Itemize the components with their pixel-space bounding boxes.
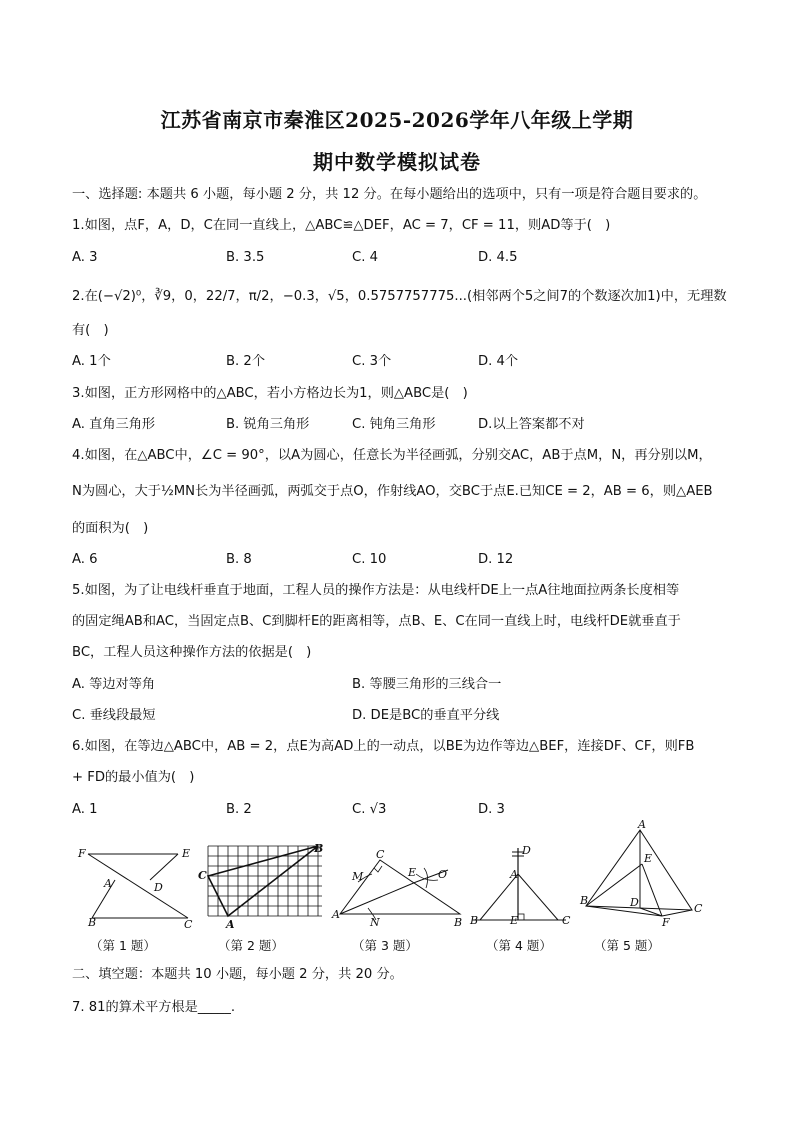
- exam-title-line1: 江苏省南京市秦淮区2025-2026学年八年级上学期: [160, 108, 634, 132]
- svg-text:A: A: [104, 877, 112, 890]
- q4-stem-line3: 的面积为( ): [72, 521, 149, 536]
- caption-figure-5: （第 5 题）: [594, 938, 660, 953]
- figure-q4-utility-pole: [466, 844, 578, 930]
- svg-text:C: C: [694, 902, 703, 915]
- figure-q3-angle-bisector: [330, 846, 468, 930]
- q2-stem-line2: 有( ): [72, 323, 109, 338]
- q6-option-c: C. √3: [352, 802, 387, 817]
- q6-option-d: D. 3: [478, 802, 505, 817]
- exam-title-line2: 期中数学模拟试卷: [313, 150, 481, 174]
- svg-text:C: C: [198, 869, 207, 882]
- q5-option-d: D. DE是BC的垂直平分线: [352, 708, 500, 723]
- svg-text:C: C: [184, 918, 193, 930]
- q4-option-b: B. 8: [226, 552, 252, 567]
- q5-option-c: C. 垂线段最短: [72, 708, 156, 723]
- section1-header: 一、选择题: 本题共 6 小题，每小题 2 分，共 12 分。在每小题给出的选项中，只有一项是符合题目要求的。: [72, 187, 707, 202]
- svg-text:E: E: [644, 852, 653, 865]
- q2-option-b: B. 2个: [226, 354, 266, 369]
- svg-text:A: A: [638, 820, 646, 831]
- q6-option-a: A. 1: [72, 802, 98, 817]
- q4-option-c: C. 10: [352, 552, 387, 567]
- q2-option-c: C. 3个: [352, 354, 392, 369]
- q1-option-c: C. 4: [352, 250, 378, 265]
- svg-text:F: F: [78, 847, 86, 860]
- svg-text:B: B: [470, 914, 479, 927]
- caption-figure-3: （第 3 题）: [352, 938, 418, 953]
- svg-text:N: N: [370, 916, 380, 929]
- figure-q5-equilateral-triangles: [578, 820, 718, 930]
- q1-option-d: D. 4.5: [478, 250, 518, 265]
- q4-option-d: D. 12: [478, 552, 514, 567]
- svg-text:F: F: [662, 916, 670, 929]
- q1-option-a: A. 3: [72, 250, 98, 265]
- q2-option-d: D. 4个: [478, 354, 519, 369]
- caption-figure-4: （第 4 题）: [486, 938, 552, 953]
- svg-text:C: C: [376, 848, 385, 861]
- q6-stem-line1: 6.如图，在等边△ABC中，AB = 2，点E为高AD上的一动点，以BE为边作等边△BEF，连接DF、CF，则FB: [72, 739, 695, 754]
- q3-option-d: D.以上答案都不对: [478, 417, 585, 432]
- svg-text:E: E: [510, 914, 519, 927]
- caption-figure-1: （第 1 题）: [90, 938, 156, 953]
- svg-text:D: D: [522, 844, 531, 857]
- svg-text:B: B: [454, 916, 463, 929]
- q3-option-c: C. 钝角三角形: [352, 417, 436, 432]
- q4-stem-line2: N为圆心，大于½MN长为半径画弧，两弧交于点O，作射线AO，交BC于点E.已知CE = 2，AB = 6，则△AEB: [72, 484, 713, 499]
- q3-option-b: B. 锐角三角形: [226, 417, 310, 432]
- svg-text:D: D: [630, 896, 639, 909]
- svg-text:B: B: [88, 916, 97, 929]
- svg-text:E: E: [182, 847, 191, 860]
- q2-option-a: A. 1个: [72, 354, 111, 369]
- q6-option-b: B. 2: [226, 802, 252, 817]
- svg-text:B: B: [314, 842, 324, 855]
- figure-q2-grid-triangle: [196, 840, 336, 932]
- svg-text:A: A: [510, 868, 518, 881]
- q5-option-a: A. 等边对等角: [72, 677, 156, 692]
- caption-figure-2: （第 2 题）: [218, 938, 284, 953]
- svg-text:A: A: [332, 908, 340, 921]
- q2-stem-line1: 2.在(−√2)⁰，∛9，0，22/7，π/2，−0.3，√5，0.5757757775...(相邻两个5之间7的个数逐次加1)中，无理数: [72, 289, 727, 304]
- svg-text:E: E: [408, 866, 417, 879]
- svg-text:B: B: [580, 894, 589, 907]
- q3-stem: 3.如图，正方形网格中的△ABC，若小方格边长为1，则△ABC是( ): [72, 386, 468, 401]
- q4-option-a: A. 6: [72, 552, 98, 567]
- q5-option-b: B. 等腰三角形的三线合一: [352, 677, 502, 692]
- section2-header: 二、填空题：本题共 10 小题，每小题 2 分，共 20 分。: [72, 967, 403, 982]
- q5-stem-line3: BC，工程人员这种操作方法的依据是( ): [72, 645, 312, 660]
- q1-stem: 1.如图，点F，A，D，C在同一直线上，△ABC≌△DEF，AC = 7，CF = 11，则AD等于( ): [72, 218, 611, 233]
- q4-stem-line1: 4.如图，在△ABC中，∠C = 90°，以A为圆心，任意长为半径画弧，分别交AC，AB于点M，N，再分别以M，: [72, 448, 712, 463]
- svg-text:C: C: [562, 914, 571, 927]
- q6-stem-line2: + FD的最小值为( ): [72, 770, 195, 785]
- q3-option-a: A. 直角三角形: [72, 417, 156, 432]
- figure-q1-congruent-triangles: [70, 842, 200, 930]
- q5-stem-line2: 的固定绳AB和AC，当固定点B、C到脚杆E的距离相等，点B、E、C在同一直线上时，电线杆DE就垂直于: [72, 614, 681, 629]
- svg-text:O: O: [438, 868, 448, 881]
- q1-option-b: B. 3.5: [226, 250, 265, 265]
- svg-text:M: M: [352, 870, 364, 883]
- q5-stem-line1: 5.如图，为了让电线杆垂直于地面，工程人员的操作方法是：从电线杆DE上一点A往地面拉两条长度相等: [72, 583, 680, 598]
- svg-text:D: D: [154, 881, 163, 894]
- svg-text:A: A: [226, 918, 235, 931]
- q7-stem: 7. 81的算术平方根是_____.: [72, 1000, 236, 1015]
